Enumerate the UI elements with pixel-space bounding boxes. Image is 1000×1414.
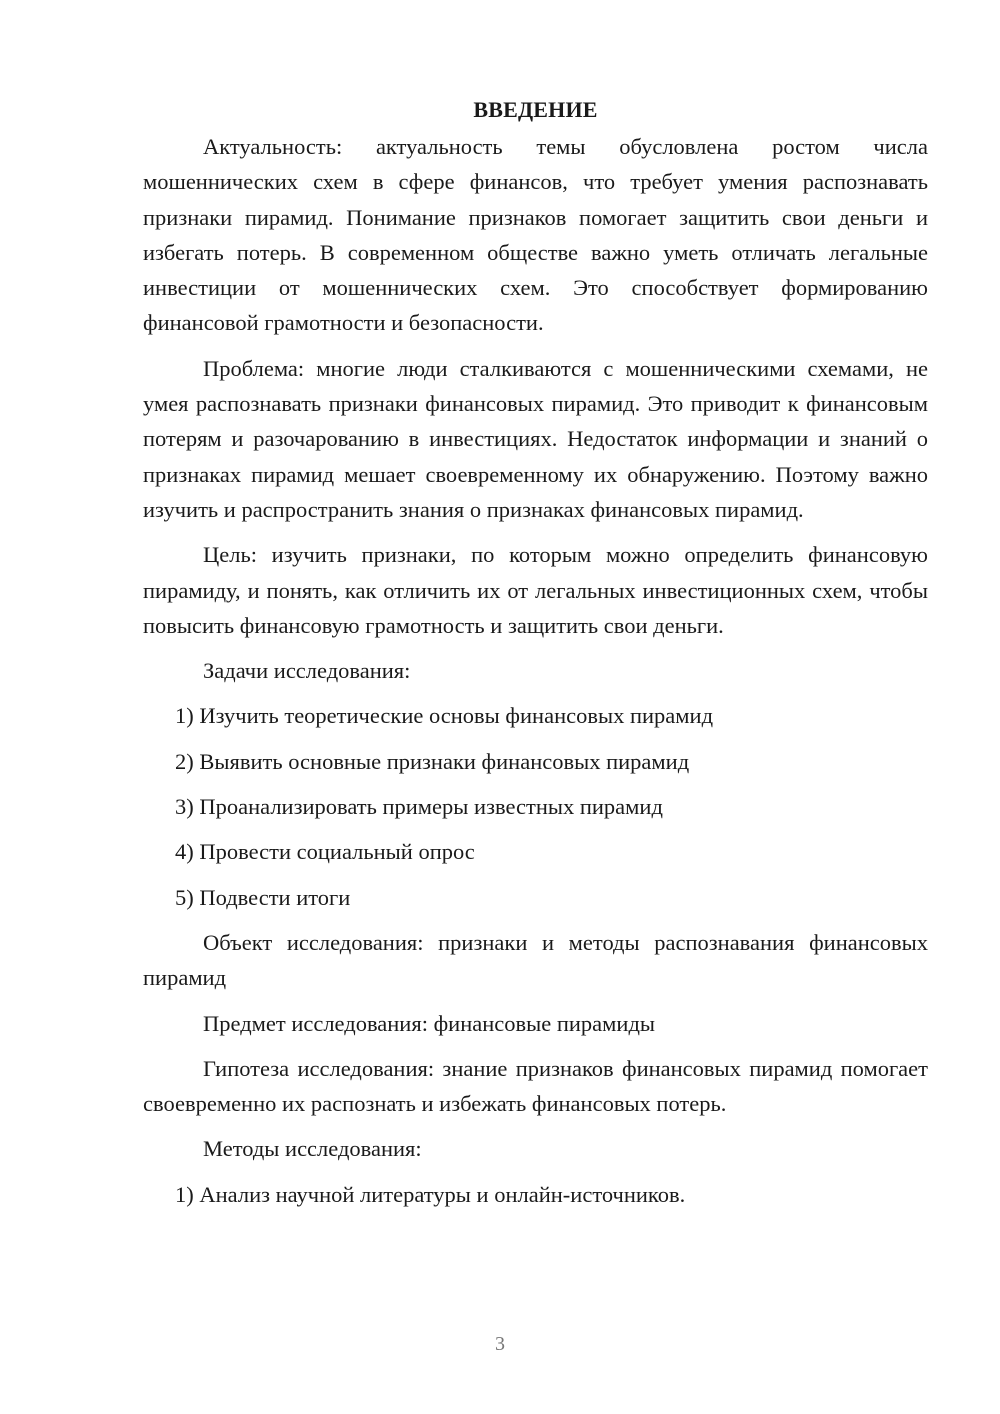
task-item: 5) Подвести итоги bbox=[175, 884, 351, 910]
method-item: 1) Анализ научной литературы и онлайн-источников. bbox=[175, 1181, 686, 1207]
object-paragraph: Объект исследования: признаки и методы распознавания финансовых пирамид bbox=[143, 929, 928, 991]
task-item: 3) Проанализировать примеры известных пирамид bbox=[175, 794, 663, 820]
hypothesis-paragraph: Гипотеза исследования: знание признаков финансовых пирамид помогает своевременно их распознать и избежать финансовых потерь. bbox=[143, 1055, 928, 1117]
section-title: ВВЕДЕНИЕ bbox=[473, 97, 598, 122]
task-item: 1) Изучить теоретические основы финансовых пирамид bbox=[175, 703, 714, 729]
subject-paragraph: Предмет исследования: финансовые пирамиды bbox=[203, 1010, 656, 1036]
task-item: 2) Выявить основные признаки финансовых пирамид bbox=[175, 748, 690, 774]
goal-paragraph: Цель: изучить признаки, по которым можно определить финансовую пирамиду, и понять, как отличить их от легальных инвестиционных схем, чтобы повысить финансовую грамотность и защитить свои деньги. bbox=[143, 542, 928, 638]
relevance-paragraph: Актуальность: актуальность темы обусловлена ростом числа мошеннических схем в сфере финансов, что требует умения распознавать признаки пирамид. Понимание признаков помогает защитить свои деньги и избегать потерь. В современном обществе важно уметь отличать легальные инвестиции от мошеннических схем. Это способствует формированию финансовой грамотности и безопасности. bbox=[143, 134, 928, 336]
problem-paragraph: Проблема: многие люди сталкиваются с мошенническими схемами, не умея распознавать признаки финансовых пирамид. Это приводит к финансовым потерям и разочарованию в инвестициях. Недостаток информации и знаний о признаках пирамид мешает своевременному их обнаружению. Поэтому важно изучить и распространить знания о признаках финансовых пирамид. bbox=[143, 355, 928, 522]
page-number: 3 bbox=[495, 1333, 505, 1355]
document-page bbox=[143, 92, 928, 1222]
tasks-heading: Задачи исследования: bbox=[203, 658, 411, 684]
methods-heading: Методы исследования: bbox=[203, 1136, 422, 1162]
task-item: 4) Провести социальный опрос bbox=[175, 839, 475, 865]
